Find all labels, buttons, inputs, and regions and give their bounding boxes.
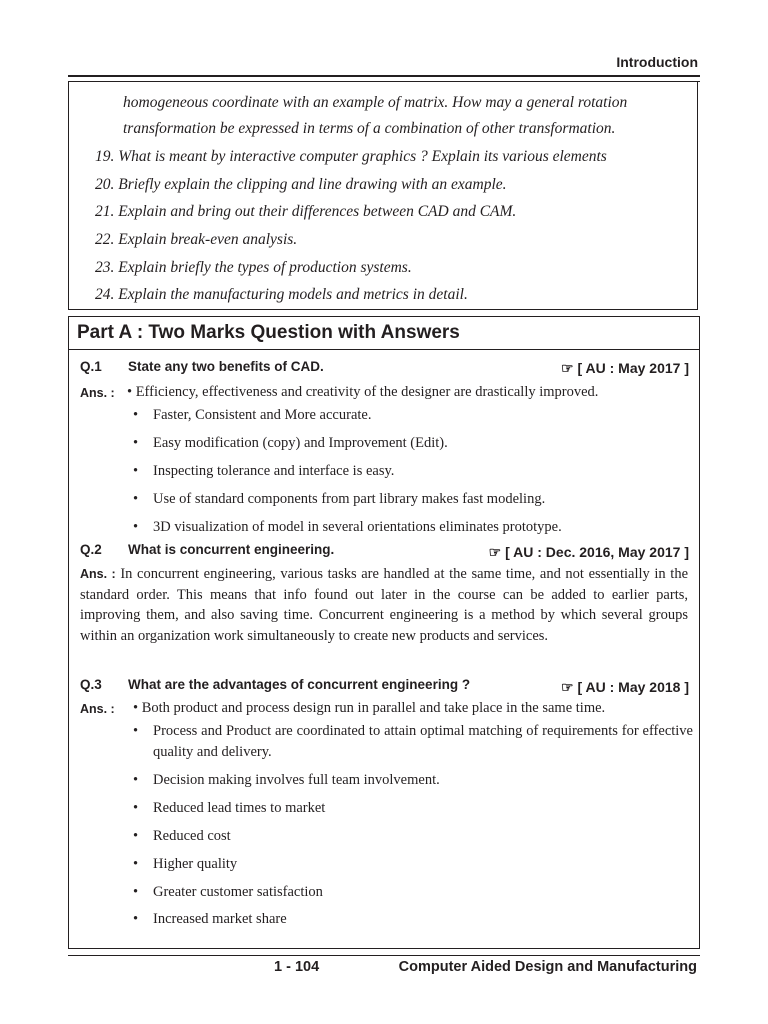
q1-answer-first: • Efficiency, effectiveness and creativity of the designer are drastically improved. xyxy=(127,384,599,400)
ans-label: Ans. : xyxy=(80,567,116,581)
q3-reference: ☞ [ AU : May 2018 ] xyxy=(561,679,689,695)
q3-question: What are the advantages of concurrent engineering ? xyxy=(128,677,471,692)
page-header-title: Introduction xyxy=(616,54,698,70)
question-line: 20. Briefly explain the clipping and line drawing with an example. xyxy=(95,176,507,193)
question-line: homogeneous coordinate with an example of matrix. How may a general rotation xyxy=(123,94,628,111)
part-a-box: Part A : Two Marks Question with Answers Q.1 State any two benefits of CAD. ☞ [ AU : May 2017 ] Ans. : • Efficiency, effectiveness and creativity of the designer are drastically improved. • Faster, Consistent and More accurate. • Easy modification (copy) and Improvement (Edit). • Inspecting tolerance and interface is easy. • Use of standard components from part library makes fast modeling. • 3D visualization of model in several orientations eliminates prototype. Q.2 What is concurrent engineering. ☞ [ AU : Dec. 2016, May 2017 ] Ans. : In concurrent engineering, various tasks are handled at the same time, and not essentially in the standard order. This means that info found out later in the course can be added to earlier parts, improving them, and also saving time. Concurrent engineering is a method by which several groups within an organization work simultaneously to create new products and services. Q.3 What are the advantages of concurrent engineering ? ☞ [ AU : May 2018 ] Ans. : • Both product and process design run in parallel and take place in the same time. • Process and Product are coordinated to attain optimal matching of requirements for effective quality and delivery. • Decision making involves full team involvement. • Reduced lead times to market • Reduced cost • Higher quality • Greater customer satisfaction • Increased market share xyxy=(68,316,700,949)
part-title-rule xyxy=(69,349,699,350)
q1-question: State any two benefits of CAD. xyxy=(128,359,324,374)
question-line: 22. Explain break-even analysis. xyxy=(95,231,298,248)
footer-book-title: Computer Aided Design and Manufacturing xyxy=(398,959,697,975)
q3-label: Q.3 xyxy=(80,677,102,692)
question-line: 19. What is meant by interactive computer graphics ? Explain its various elements xyxy=(95,148,607,165)
q2-answer-text: In concurrent engineering, various tasks are handled at the same time, and not essentially in the standard order. This means that info found out later in the course can be added to earlier parts, improving them, and also saving time. Concurrent engineering is a method by which several groups within an organization work simultaneously to create new products and services. xyxy=(80,566,688,644)
q2-label: Q.2 xyxy=(80,542,102,557)
q1-reference: ☞ [ AU : May 2017 ] xyxy=(561,360,689,376)
q2-question: What is concurrent engineering. xyxy=(128,542,335,557)
question-line: transformation be expressed in terms of a combination of other transformation. xyxy=(123,120,616,137)
footer-page-number: 1 - 104 xyxy=(274,959,320,975)
footer-rule xyxy=(68,955,700,956)
q1-label: Q.1 xyxy=(80,359,102,374)
list-item-text: Process and Product are coordinated to attain optimal matching of requirements for effective quality and delivery. xyxy=(153,723,693,760)
question-line: 21. Explain and bring out their differences between CAD and CAM. xyxy=(95,203,517,220)
review-questions-box xyxy=(68,82,698,310)
q2-reference: ☞ [ AU : Dec. 2016, May 2017 ] xyxy=(488,544,689,560)
ans-label: Ans. : xyxy=(80,386,115,400)
ans-label: Ans. : xyxy=(80,702,115,716)
part-a-title: Part A : Two Marks Question with Answers xyxy=(77,322,460,343)
q3-answer-first: • Both product and process design run in parallel and take place in the same time. xyxy=(133,700,606,716)
question-line: 24. Explain the manufacturing models and metrics in detail. xyxy=(95,286,468,303)
q2-answer xyxy=(80,564,688,646)
question-line: 23. Explain briefly the types of production systems. xyxy=(95,259,412,276)
header-rule xyxy=(68,75,700,77)
